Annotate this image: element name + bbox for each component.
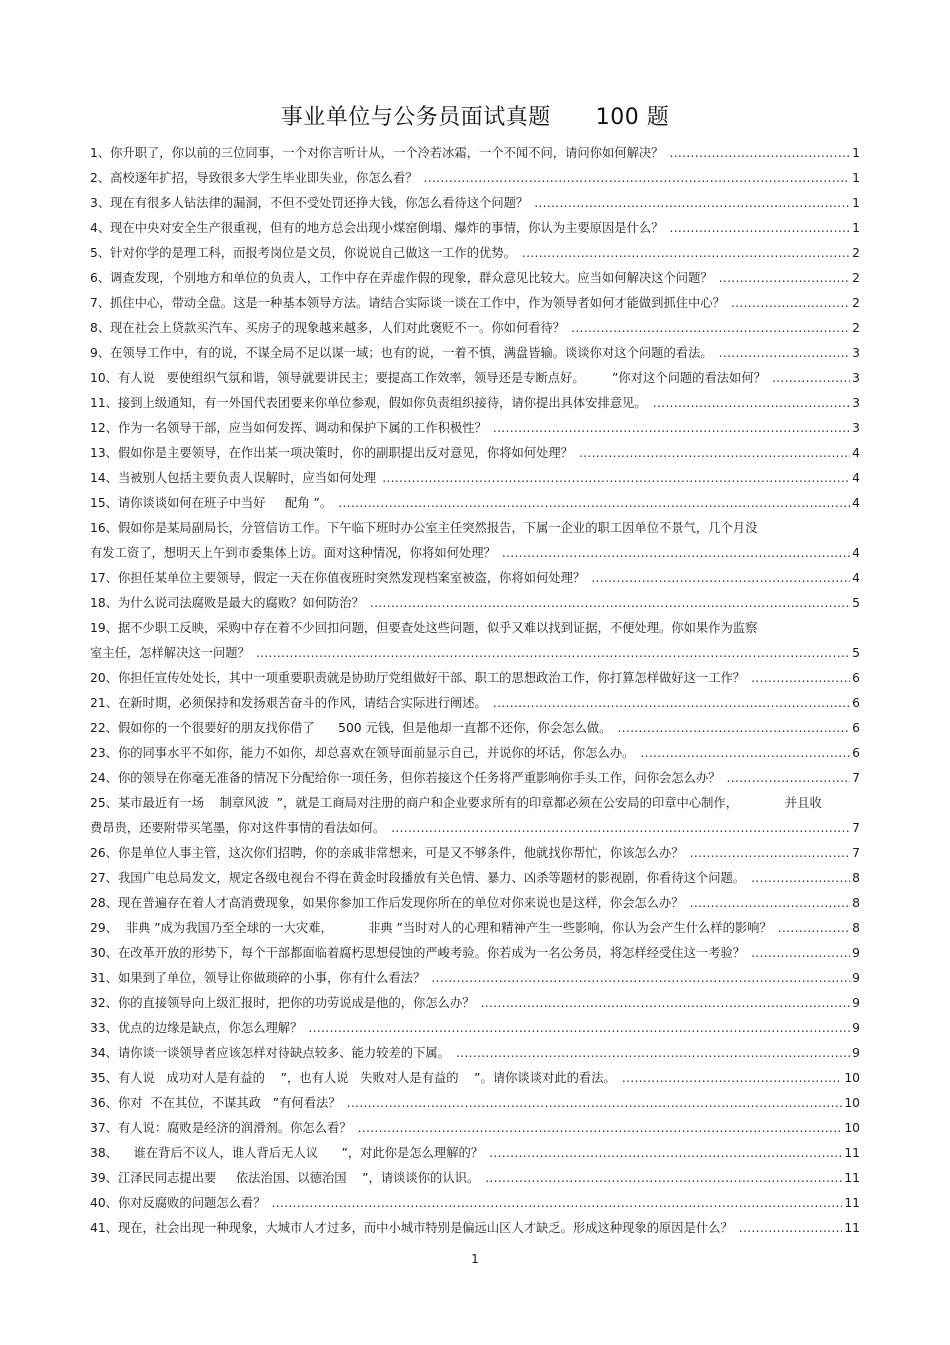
toc-entry-text: 15、请你谈谈如何在班子中当好 配角 ”。 xyxy=(90,496,333,510)
dot-leader xyxy=(751,666,850,691)
toc-entry-text: 有发工资了，想明天上午到市委集体上访。面对这种情况，你将如何处理？ xyxy=(90,546,496,560)
dot-leader xyxy=(481,991,851,1016)
dot-leader xyxy=(272,1191,843,1216)
toc-entry-line xyxy=(90,266,860,291)
dot-leader xyxy=(456,1041,850,1066)
toc-entry[interactable] xyxy=(90,1116,860,1141)
toc-entry-text: 40、你对反腐败的问题怎么看？ xyxy=(90,1196,266,1210)
toc-entry[interactable] xyxy=(90,1041,860,1066)
toc-entry[interactable] xyxy=(90,341,860,366)
toc-page-number: 4 xyxy=(852,446,860,460)
toc-entry[interactable] xyxy=(90,1216,860,1241)
toc-page-number: 5 xyxy=(852,596,860,610)
toc-entry-text: 35、有人说 成功对人是有益的 ”，也有人说 失败对人是有益的 ”。请你谈谈对此的看法。 xyxy=(90,1071,616,1085)
dot-leader xyxy=(640,741,850,766)
toc-entry-text: 24、你的领导在你毫无准备的情况下分配给你一项任务，但你若接这个任务将严重影响你手头工作，问你会怎么办？ xyxy=(90,771,721,785)
toc-entry[interactable] xyxy=(90,766,860,791)
dot-leader xyxy=(731,291,850,316)
toc-entry-line xyxy=(90,641,860,666)
toc-entry-line xyxy=(90,316,860,341)
toc-entry-text: 12、作为一名领导干部，应当如何发挥、调动和保护下属的工作积极性？ xyxy=(90,421,487,435)
dot-leader xyxy=(424,166,851,191)
toc-entry-text: 36、你对 不在其位，不谋其政 ”有何看法？ xyxy=(90,1096,341,1110)
toc-entry-text: 14、当被别人包括主要负责人误解时，应当如何处理 xyxy=(90,471,377,485)
toc-entry-text: 17、你担任某单位主要领导，假定一天在你值夜班时突然发现档案室被盗，你将如何处理？ xyxy=(90,571,586,585)
toc-entry-text: 33、优点的边缘是缺点，你怎么理解？ xyxy=(90,1021,303,1035)
document-title: 事业单位与公务员面试真题 100 题 xyxy=(280,105,670,130)
dot-leader xyxy=(591,566,850,591)
dot-leader xyxy=(772,366,850,391)
dot-leader xyxy=(338,491,850,516)
toc-entry[interactable] xyxy=(90,841,860,866)
toc-entry[interactable] xyxy=(90,1066,860,1091)
toc-page-number: 7 xyxy=(852,846,860,860)
toc-entry-text: 27、我国广电总局发文，规定各级电视台不得在黄金时段播放有关色情、暴力、凶杀等题材的影视剧，你看待这个问题。 xyxy=(90,871,746,885)
toc-entry-line xyxy=(90,391,860,416)
toc-entry-text: 3、现在有很多人钻法律的漏洞，不但不受处罚还挣大钱，你怎么看待这个问题？ xyxy=(90,196,529,210)
toc-entry[interactable] xyxy=(90,666,860,691)
toc-entry-text: 11、接到上级通知，有一外国代表团要来你单位参观，假如你负责组织接待，请你提出具体安排意见。 xyxy=(90,396,647,410)
toc-page-number: 2 xyxy=(852,296,860,310)
toc-page-number: 11 xyxy=(844,1196,860,1210)
toc-page-number: 1 xyxy=(852,146,860,160)
toc-page-number: 5 xyxy=(852,646,860,660)
toc-entry-line xyxy=(90,816,860,841)
toc-entry-text: 19、据不少职工反映，采购中存在着不少回扣问题，但要查处这些问题，似乎又难以找到证据，不便处理。你如果作为监察 xyxy=(90,621,758,635)
toc-entry-text: 费昂贵，还要附带买笔墨，你对这件事情的看法如何。 xyxy=(90,821,386,835)
dot-leader xyxy=(579,441,850,466)
toc-entry[interactable] xyxy=(90,966,860,991)
dot-leader xyxy=(690,891,851,916)
toc-entry-text: 1、你升职了，你以前的三位同事，一个对你言听计从，一个冷若冰霜，一个不闻不问，请问你如何解决？ xyxy=(90,146,664,160)
toc-page-number: 6 xyxy=(852,721,860,735)
toc-entry[interactable] xyxy=(90,991,860,1016)
toc-entry-line xyxy=(90,1141,860,1166)
dot-leader xyxy=(493,416,850,441)
toc-entry[interactable] xyxy=(90,791,860,841)
toc-page-number: 9 xyxy=(852,946,860,960)
toc-page-number: 9 xyxy=(852,996,860,1010)
toc-page-number: 11 xyxy=(844,1221,860,1235)
dot-leader xyxy=(669,141,850,166)
dot-leader xyxy=(358,1116,843,1141)
toc-entry[interactable] xyxy=(90,166,860,191)
toc-entry-text: 18、为什么说司法腐败是最大的腐败？如何防治？ xyxy=(90,596,364,610)
toc-entry[interactable] xyxy=(90,1091,860,1116)
toc-entry-text: 10、有人说 要使组织气氛和谐，领导就要讲民主；要提高工作效率，领导还是专断点好。 ”你对这个问题的看法如何？ xyxy=(90,371,766,385)
toc-entry[interactable] xyxy=(90,1141,860,1166)
toc-entry-text: 2、高校逐年扩招，导致很多大学生毕业即失业，你怎么看？ xyxy=(90,171,418,185)
toc-entry[interactable] xyxy=(90,716,860,741)
dot-leader xyxy=(370,591,850,616)
toc-entry[interactable] xyxy=(90,616,860,666)
toc-entry-line xyxy=(90,966,860,991)
toc-entry-line xyxy=(90,1191,860,1216)
dot-leader xyxy=(690,841,851,866)
toc-entry-line xyxy=(90,1016,860,1041)
toc-page-number: 9 xyxy=(852,1021,860,1035)
toc-entry-line xyxy=(90,166,860,191)
toc-page-number: 11 xyxy=(844,1146,860,1160)
toc-entry-line xyxy=(90,1066,860,1091)
dot-leader xyxy=(622,1066,843,1091)
toc-entry[interactable] xyxy=(90,891,860,916)
toc-entry[interactable] xyxy=(90,366,860,391)
toc-page-number: 7 xyxy=(852,771,860,785)
page-number: 1 xyxy=(471,1252,479,1266)
dot-leader xyxy=(778,916,850,941)
dot-leader xyxy=(485,1166,842,1191)
toc-entry-text: 9、在领导工作中，有的说，不谋全局不足以谋一域；也有的说，一着不慎，满盘皆输。谈谈你对这个问题的看法。 xyxy=(90,346,713,360)
dot-leader xyxy=(727,766,851,791)
dot-leader xyxy=(391,816,850,841)
toc-entry[interactable] xyxy=(90,866,860,891)
toc-entry[interactable] xyxy=(90,191,860,216)
toc-page-number: 10 xyxy=(844,1096,860,1110)
toc-page-number: 8 xyxy=(852,871,860,885)
dot-leader xyxy=(719,266,851,291)
dot-leader xyxy=(522,241,850,266)
toc-page-number: 1 xyxy=(852,221,860,235)
toc-page-number: 4 xyxy=(852,471,860,485)
toc-page-number: 11 xyxy=(844,1171,860,1185)
toc-page-number: 4 xyxy=(852,571,860,585)
toc-entry-text: 4、现在中央对安全生产很重视，但有的地方总会出现小煤窑倒塌、爆炸的事情，你认为主要原因是什么？ xyxy=(90,221,664,235)
toc-entry-text: 7、抓住中心，带动全盘。这是一种基本领导方法。请结合实际谈一谈在工作中，作为领导者如何才能做到抓住中心？ xyxy=(90,296,725,310)
toc-page-number: 6 xyxy=(852,696,860,710)
toc-entry[interactable] xyxy=(90,491,860,516)
toc-entry-text: 22、假如你的一个很要好的朋友找你借了 500 元钱，但是他却一直都不还你，你会怎么做。 xyxy=(90,721,612,735)
toc-entry-text: 16、假如你是某局副局长，分管信访工作。下午临下班时办公室主任突然报告，下属一企业的职工因单位不景气，几个月没 xyxy=(90,521,758,535)
dot-leader xyxy=(382,466,850,491)
toc-entry-text: 38、 谁在背后不议人，谁人背后无人议 ”，对此你是怎么理解的？ xyxy=(90,1146,484,1160)
toc-entry-line xyxy=(90,1041,860,1066)
toc-entry-line xyxy=(90,666,860,691)
toc-entry-text: 37、有人说：腐败是经济的润滑剂。你怎么看？ xyxy=(90,1121,352,1135)
toc-entry-line xyxy=(90,916,860,941)
dot-leader xyxy=(493,691,850,716)
toc-entry-line xyxy=(90,441,860,466)
toc-entry-line xyxy=(90,741,860,766)
toc-page-number: 3 xyxy=(852,421,860,435)
toc-entry[interactable] xyxy=(90,441,860,466)
toc-entry-text: 26、你是单位人事主管，这次你们招聘，你的亲戚非常想来，可是又不够条件，他就找你帮忙，你该怎么办？ xyxy=(90,846,684,860)
dot-leader xyxy=(489,1141,842,1166)
toc-entry-text: 28、现在普遍存在着人才高消费现象，如果你参加工作后发现你所在的单位对你来说也是这样，你会怎么办？ xyxy=(90,896,684,910)
toc-entry[interactable] xyxy=(90,241,860,266)
toc-entry-text: 13、假如你是主要领导，在作出某一项决策时，你的副职提出反对意见，你将如何处理？ xyxy=(90,446,573,460)
toc-entry-text: 6、调查发现，个别地方和单位的负责人，工作中存在弄虚作假的现象，群众意见比较大。应当如何解决这个问题？ xyxy=(90,271,713,285)
dot-leader xyxy=(502,541,850,566)
toc-entry-line xyxy=(90,1116,860,1141)
toc-entry-line xyxy=(90,766,860,791)
toc-entry-line xyxy=(90,691,860,716)
toc-page-number: 4 xyxy=(852,546,860,560)
toc-page-number: 2 xyxy=(852,246,860,260)
toc-entry[interactable] xyxy=(90,1166,860,1191)
toc-entry[interactable] xyxy=(90,1016,860,1041)
dot-leader xyxy=(308,1016,850,1041)
dot-leader xyxy=(571,316,850,341)
toc-entry-line xyxy=(90,416,860,441)
toc-entry-line xyxy=(90,941,860,966)
toc-entry-text: 39、江泽民同志提出要 依法治国、以德治国 ”，请谈谈你的认识。 xyxy=(90,1171,480,1185)
toc-entry-text: 20、你担任宣传处处长，其中一项重要职责就是协助厅党组做好干部、职工的思想政治工作，你打算怎样做好这一工作？ xyxy=(90,671,746,685)
toc-entry-line xyxy=(90,466,860,491)
toc-entry-line xyxy=(90,1091,860,1116)
toc-entry[interactable] xyxy=(90,566,860,591)
toc-page-number: 1 xyxy=(852,196,860,210)
toc-page-number: 9 xyxy=(852,971,860,985)
toc-entry[interactable] xyxy=(90,691,860,716)
dot-leader xyxy=(347,1091,843,1116)
dot-leader xyxy=(751,941,850,966)
toc-entry[interactable] xyxy=(90,391,860,416)
toc-page-number: 9 xyxy=(852,1046,860,1060)
toc-entry-line xyxy=(90,241,860,266)
toc-page-number: 3 xyxy=(852,396,860,410)
toc-entry-text: 41、现在，社会出现一种现象，大城市人才过多，而中小城市特别是偏远山区人才缺乏。形成这种现象的原因是什么？ xyxy=(90,1221,733,1235)
toc-entry-text: 室主任，怎样解决这一问题？ xyxy=(90,646,250,660)
toc-entry-line xyxy=(90,891,860,916)
toc-entry-line xyxy=(90,716,860,741)
toc-entry[interactable] xyxy=(90,141,860,166)
toc-entry[interactable] xyxy=(90,316,860,341)
toc-entry-line xyxy=(90,141,860,166)
toc-entry-text: 21、在新时期，必须保持和发扬艰苦奋斗的作风，请结合实际进行阐述。 xyxy=(90,696,487,710)
toc-entry[interactable] xyxy=(90,916,860,941)
dot-leader xyxy=(617,716,850,741)
toc-entry-text: 31、如果到了单位，领导让你做琐碎的小事，你有什么看法？ xyxy=(90,971,426,985)
dot-leader xyxy=(719,341,851,366)
toc-entry-line xyxy=(90,866,860,891)
toc-entry-line xyxy=(90,841,860,866)
toc-page-number: 7 xyxy=(852,821,860,835)
toc-entry-line xyxy=(90,1216,860,1241)
toc-entry-line xyxy=(90,191,860,216)
toc-entry-line xyxy=(90,291,860,316)
toc-entry[interactable] xyxy=(90,1191,860,1216)
toc-entry-line xyxy=(90,591,860,616)
toc-entry-line xyxy=(90,566,860,591)
toc-page-number: 2 xyxy=(852,321,860,335)
toc-entry-line xyxy=(90,341,860,366)
dot-leader xyxy=(751,866,850,891)
toc-entry-text: 5、针对你学的是理工科，而报考岗位是文员，你说说自己做这一工作的优势。 xyxy=(90,246,516,260)
toc-page-number: 6 xyxy=(852,671,860,685)
toc-entry-text: 29、 非典 ”成为我国乃至全球的一大灾难， 非典 ”当时对人的心理和精神产生一些影响，你认为会产生什么样的影响？ xyxy=(90,921,772,935)
toc-page-number: 6 xyxy=(852,746,860,760)
toc-page-number: 3 xyxy=(852,371,860,385)
toc-entry[interactable] xyxy=(90,291,860,316)
toc-entry[interactable] xyxy=(90,416,860,441)
toc-entry-text: 25、某市最近有一场 制章风波 ”，就是工商局对注册的商户和企业要求所有的印章都必须在公安局的印章中心制作， 并且收 xyxy=(90,796,822,810)
toc-entry[interactable] xyxy=(90,266,860,291)
dot-leader xyxy=(739,1216,843,1241)
toc-entry[interactable] xyxy=(90,516,860,566)
toc-page-number: 10 xyxy=(844,1071,860,1085)
dot-leader xyxy=(669,216,850,241)
toc-entry[interactable] xyxy=(90,466,860,491)
toc-entry[interactable] xyxy=(90,741,860,766)
toc-page-number: 3 xyxy=(852,346,860,360)
toc-page-number: 2 xyxy=(852,271,860,285)
toc-entry[interactable] xyxy=(90,591,860,616)
dot-leader xyxy=(431,966,850,991)
toc-entry-text: 32、你的直接领导向上级汇报时，把你的功劳说成是他的，你怎么办？ xyxy=(90,996,475,1010)
toc-entry-line xyxy=(90,216,860,241)
dot-leader xyxy=(256,641,850,666)
toc-entry-text: 34、请你谈一谈领导者应该怎样对待缺点较多、能力较差的下属。 xyxy=(90,1046,450,1060)
toc-entry-line xyxy=(90,491,860,516)
toc-entry-line xyxy=(90,541,860,566)
toc-entry[interactable] xyxy=(90,941,860,966)
toc-page-number: 8 xyxy=(852,896,860,910)
toc-entry-line xyxy=(90,1166,860,1191)
toc-entry[interactable] xyxy=(90,216,860,241)
toc-entry-text: 8、现在社会上贷款买汽车、买房子的现象越来越多，人们对此褒贬不一。你如何看待？ xyxy=(90,321,566,335)
toc-entry-line xyxy=(90,991,860,1016)
dot-leader xyxy=(653,391,850,416)
toc-entry-line xyxy=(90,516,860,541)
toc-entry-text: 30、在改革开放的形势下，每个干部都面临着腐朽思想侵蚀的严峻考验。你若成为一名公务员，将怎样经受住这一考验？ xyxy=(90,946,746,960)
dot-leader xyxy=(534,191,850,216)
toc-page-number: 4 xyxy=(852,496,860,510)
toc-entry-line xyxy=(90,366,860,391)
toc-page-number: 10 xyxy=(844,1121,860,1135)
toc-page-number: 1 xyxy=(852,171,860,185)
toc-entry-line xyxy=(90,791,860,816)
toc-page-number: 8 xyxy=(852,921,860,935)
toc-entry-text: 23、你的同事水平不如你，能力不如你，却总喜欢在领导面前显示自己，并说你的坏话，你怎么办。 xyxy=(90,746,635,760)
toc-entry-line xyxy=(90,616,860,641)
